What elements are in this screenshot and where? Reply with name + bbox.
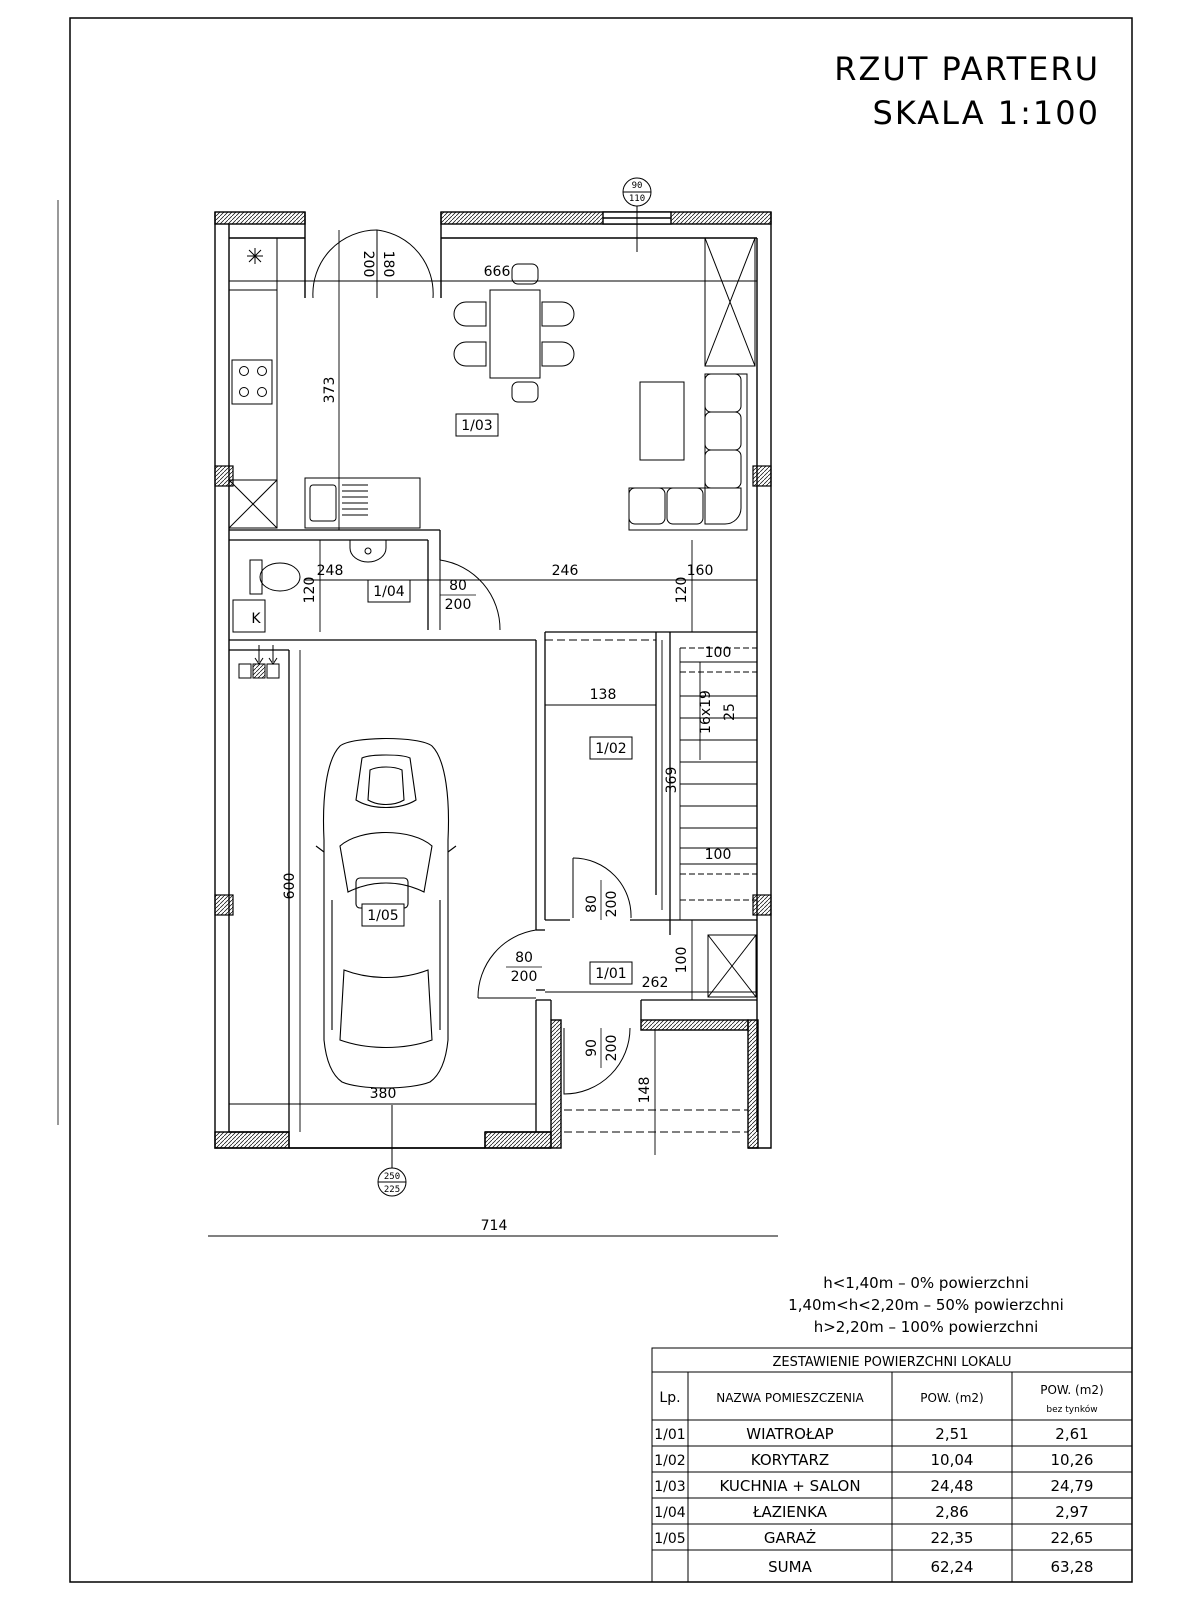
staircase	[680, 648, 757, 920]
row-3-name: KUCHNIA + SALON	[719, 1477, 861, 1495]
dim-right-width: 160	[686, 563, 714, 579]
row-5-area: 22,35	[930, 1529, 974, 1547]
row-2-area: 10,04	[930, 1451, 974, 1469]
row-3-area: 24,48	[930, 1477, 974, 1495]
row-4-lp: 1/04	[654, 1505, 686, 1521]
door-vestibule-height: 200	[510, 969, 538, 985]
dim-door-top-a: 200	[360, 250, 376, 278]
door-corridor-height: 200	[604, 890, 620, 918]
row-5-lp: 1/05	[654, 1531, 686, 1547]
dim-corridor-height: 369	[664, 766, 680, 794]
room-tag-1-04: 1/04	[373, 584, 405, 600]
row-3-area-2: 24,79	[1050, 1477, 1094, 1495]
header-name: NAZWA POMIESZCZENIA	[716, 1391, 864, 1405]
dimension-lines	[208, 230, 778, 1236]
boiler-label: K	[251, 611, 261, 627]
dim-door-top-b: 180	[380, 250, 396, 278]
dim-porch-depth: 148	[637, 1076, 653, 1104]
room-tag-1-03: 1/03	[461, 418, 493, 434]
garage-gate-marker	[378, 1105, 406, 1196]
header-area: POW. (m2)	[920, 1391, 984, 1405]
total-name: SUMA	[768, 1558, 812, 1576]
row-5-area-2: 22,65	[1050, 1529, 1094, 1547]
corridor-door	[573, 858, 631, 918]
dim-garage-width: 380	[369, 1086, 397, 1102]
porch	[545, 640, 748, 1132]
room-tag-1-02: 1/02	[595, 741, 627, 757]
drawing-title: RZUT PARTERU	[834, 50, 1100, 88]
dim-stairs: 16x19	[698, 690, 714, 734]
row-2-area-2: 10,26	[1050, 1451, 1094, 1469]
dim-bath-height: 120	[302, 576, 318, 604]
dim-vest-height: 100	[674, 946, 690, 974]
door-vestibule-width: 80	[515, 950, 533, 966]
dim-stair-top: 100	[704, 645, 732, 661]
legend-line-2: 1,40m<h<2,20m – 50% powierzchni	[788, 1296, 1064, 1314]
table-title: ZESTAWIENIE POWIERZCHNI LOKALU	[772, 1355, 1012, 1370]
tv-cabinet	[640, 382, 684, 460]
total-area: 62,24	[930, 1558, 974, 1576]
row-5-name: GARAŻ	[763, 1529, 817, 1547]
window-top-width: 90	[631, 181, 643, 191]
row-3-lp: 1/03	[654, 1479, 686, 1495]
entry-door	[564, 1028, 630, 1094]
sofa	[629, 374, 747, 530]
door-entry-height: 200	[604, 1034, 620, 1062]
row-1-area-2: 2,61	[1055, 1425, 1089, 1443]
header-area-2-sub: bez tynków	[1046, 1405, 1098, 1415]
extractor-icon	[247, 248, 263, 264]
area-table-text	[654, 1355, 1103, 1576]
row-4-area-2: 2,97	[1055, 1503, 1089, 1521]
row-4-area: 2,86	[935, 1503, 969, 1521]
drawing-scale: SKALA 1:100	[872, 94, 1100, 132]
door-entry-width: 90	[584, 1039, 600, 1057]
height-legend	[788, 1274, 1064, 1336]
dim-hall-width: 246	[551, 563, 579, 579]
wardrobe-vestibule	[708, 935, 756, 997]
header-lp: Lp.	[659, 1390, 681, 1406]
dim-stairs-2: 25	[722, 703, 738, 721]
room-tag-1-01: 1/01	[595, 966, 627, 982]
dim-garage-height: 600	[282, 872, 298, 900]
door-bath-height: 200	[444, 597, 472, 613]
row-2-lp: 1/02	[654, 1453, 686, 1469]
dim-living-height: 373	[322, 376, 338, 404]
dim-vest-width: 262	[641, 975, 669, 991]
dim-overall-width: 714	[480, 1218, 508, 1234]
dining-table	[454, 264, 574, 402]
garage-gate-width: 250	[383, 1172, 401, 1182]
row-1-lp: 1/01	[654, 1427, 686, 1443]
window-top-height: 110	[628, 194, 646, 204]
row-2-name: KORYTARZ	[750, 1451, 830, 1469]
door-corridor-width: 80	[584, 895, 600, 913]
door-bath-width: 80	[449, 578, 467, 594]
outer-walls	[215, 212, 771, 1148]
row-1-area: 2,51	[935, 1425, 969, 1443]
room-tag-1-05: 1/05	[367, 908, 399, 924]
garage-gate-height: 225	[383, 1185, 401, 1195]
interior-walls	[229, 530, 757, 1132]
dim-stair-bottom: 100	[704, 847, 732, 863]
legend-line-1: h<1,40m – 0% powierzchni	[823, 1274, 1029, 1292]
door-labels	[440, 578, 620, 1068]
dim-bath-width: 248	[316, 563, 344, 579]
row-4-name: ŁAZIENKA	[753, 1503, 827, 1521]
dim-corridor-width: 138	[589, 687, 617, 703]
dim-living-width: 666	[483, 264, 511, 280]
dim-bath-height-2: 120	[674, 576, 690, 604]
header-area-2: POW. (m2)	[1040, 1383, 1104, 1397]
row-1-name: WIATROŁAP	[746, 1425, 834, 1443]
legend-line-3: h>2,20m – 100% powierzchni	[813, 1318, 1039, 1336]
wardrobe-living	[705, 238, 755, 366]
total-area-2: 63,28	[1050, 1558, 1094, 1576]
